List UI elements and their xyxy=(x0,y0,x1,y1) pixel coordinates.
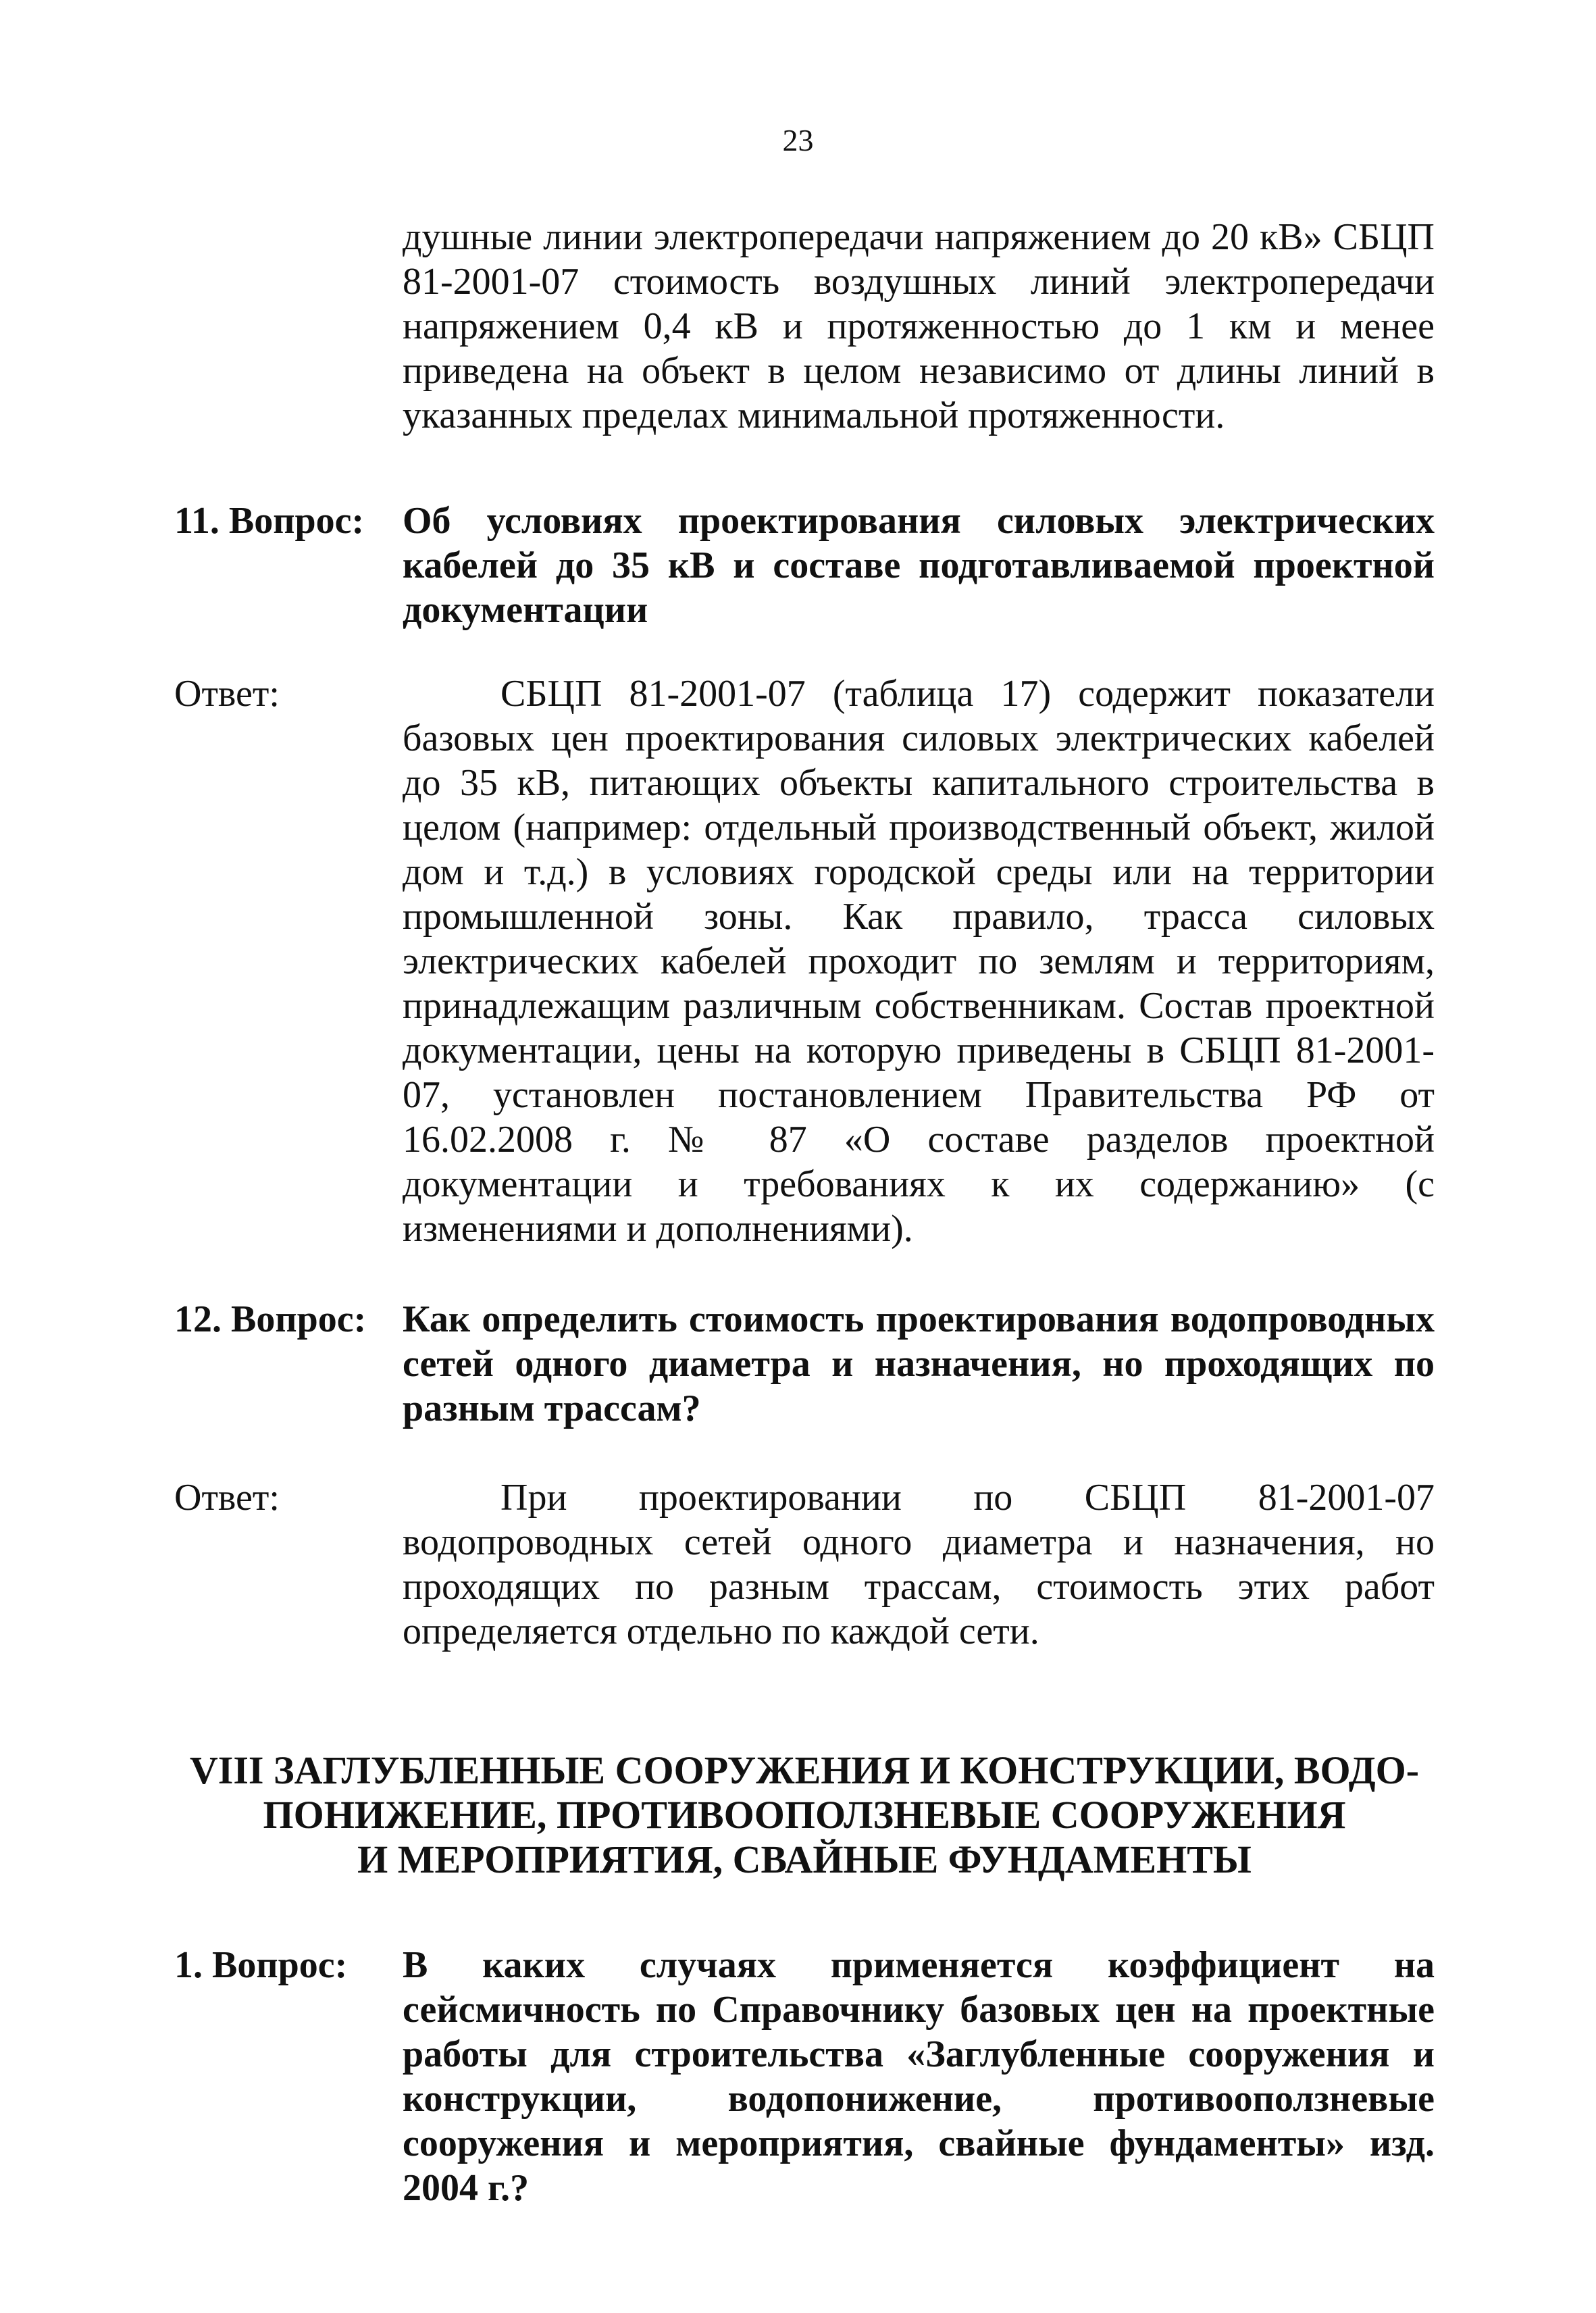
question-1-label: 1. Вопрос: xyxy=(174,1944,348,1986)
question-12-text: Как определить стоимость проектирования водопроводных сетей одного диаметра и назначения, но проходящих по разным трассам? xyxy=(403,1298,1435,1429)
answer-11-label: Ответ: xyxy=(174,673,280,715)
question-11-text: Об условиях проектирования силовых электрических кабелей до 35 кВ и составе подготавливаемой проектной документации xyxy=(403,500,1435,631)
question-11-block xyxy=(174,499,1435,632)
question-12-block xyxy=(174,1297,1435,1431)
answer-12-text: При проектировании по СБЦП 81-2001-07 водопроводных сетей одного диаметра и назначения, но проходящих по разным трассам, стоимость этих работ определяется отдельно по каждой сети. xyxy=(403,1477,1435,1652)
continuation-paragraph: душные линии электропередачи напряжением до 20 кВ» СБЦП 81-2001-07 стоимость воздушных линий электропередачи напряжением 0,4 кВ и протяженностью до 1 км и менее приведена на объект в целом независимо от длины линий в указанных пределах минимальной протяженности. xyxy=(403,216,1435,436)
question-12-label: 12. Вопрос: xyxy=(174,1298,367,1340)
question-1-text: В каких случаях применяется коэффициент на сейсмичность по Справочнику базовых цен на проектные работы для строительства «Заглубленные сооружения и конструкции, водопонижение, противооползневые сооружения и мероприятия, свайные фундаменты» изд. 2004 г.? xyxy=(403,1944,1435,2209)
page-number: 23 xyxy=(782,123,814,157)
section-8-heading-line-1: VIII ЗАГЛУБЛЕННЫЕ СООРУЖЕНИЯ И КОНСТРУКЦИИ, ВОДО- xyxy=(189,1748,1420,1792)
question-11-label: 11. Вопрос: xyxy=(174,500,365,542)
question-1-block xyxy=(174,1943,1435,2210)
answer-11-block xyxy=(174,671,1435,1251)
answer-12-block xyxy=(174,1475,1435,1654)
section-8-heading xyxy=(174,1748,1435,1882)
answer-11-text: СБЦП 81-2001-07 (таблица 17) содержит показатели базовых цен проектирования силовых электрических кабелей до 35 кВ, питающих объекты капитального строительства в целом (например: отдельный производственный объект, жилой дом и т.д.) в условиях городской среды или на территории промышленной зоны. Как правило, трасса силовых электрических кабелей проходит по землям и территориям, принадлежащим различным собственникам. Состав проектной документации, цены на которую приведены в СБЦП 81-2001-07, установлен постановлением Правительства РФ от 16.02.2008 г. № 87 «О составе разделов проектной документации и требованиях к их содержанию» (с изменениями и дополнениями). xyxy=(403,673,1435,1250)
section-8-heading-line-3: И МЕРОПРИЯТИЯ, СВАЙНЫЕ ФУНДАМЕНТЫ xyxy=(357,1837,1252,1881)
answer-12-label: Ответ: xyxy=(174,1477,280,1519)
section-8-heading-line-2: ПОНИЖЕНИЕ, ПРОТИВООПОЛЗНЕВЫЕ СООРУЖЕНИЯ xyxy=(263,1793,1346,1837)
